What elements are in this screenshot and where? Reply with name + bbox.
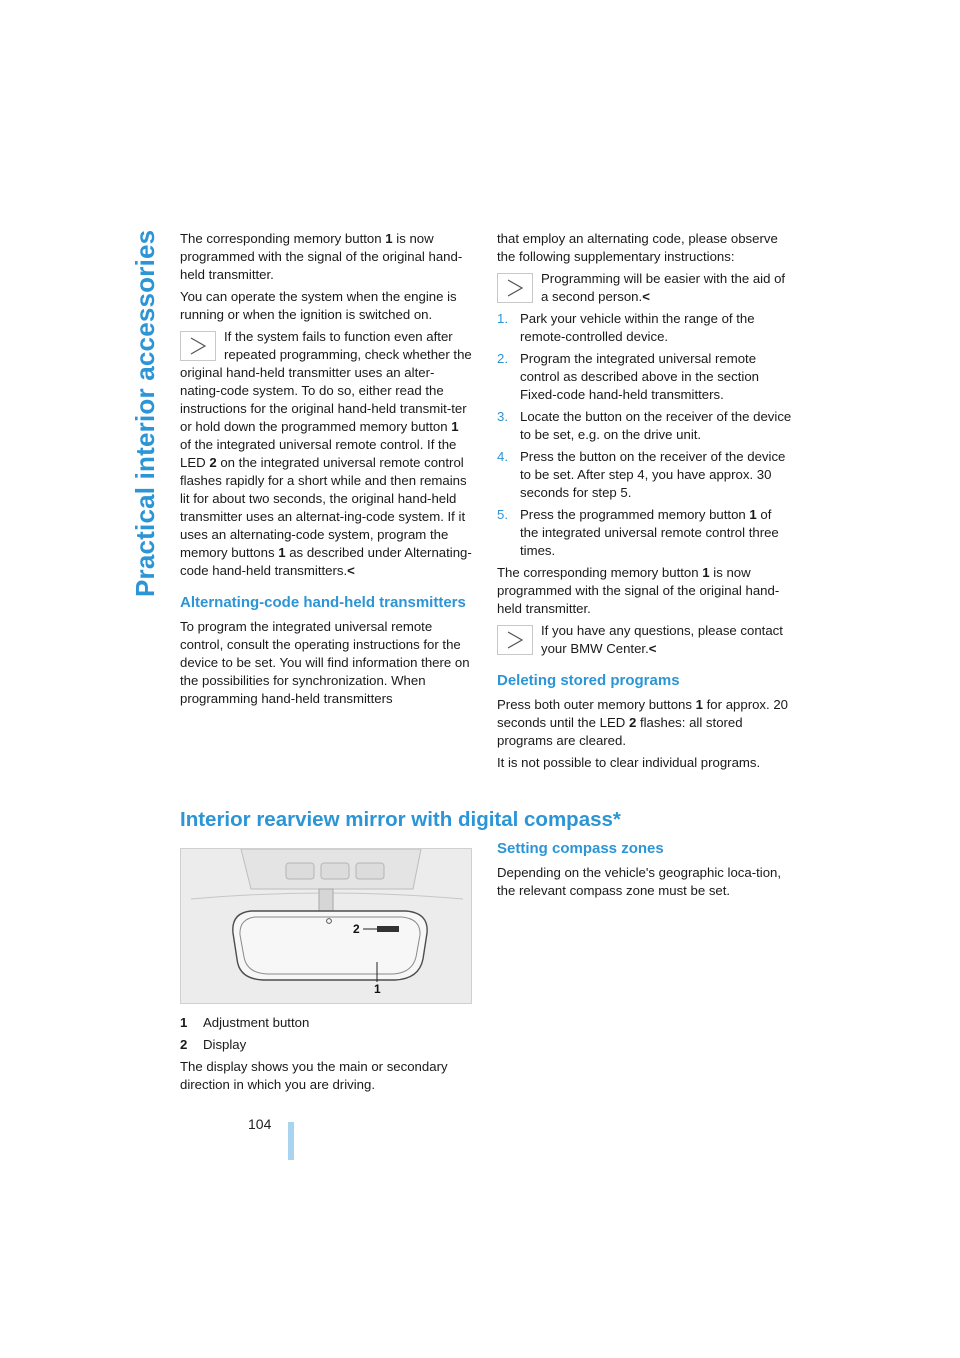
list-item: 5. Press the programmed memory button 1 of the integrated universal remote control three times.	[497, 507, 779, 558]
note-block: If you have any questions, please contact your BMW Center.<	[497, 622, 792, 658]
svg-text:1: 1	[374, 982, 381, 996]
paragraph: The corresponding memory button 1 is now programmed with the signal of the original hand-held transmitter.	[180, 231, 463, 282]
paragraph: Depending on the vehicle's geographic loca-tion, the relevant compass zone must be set.	[497, 865, 782, 898]
list-item: 4. Press the button on the receiver of the device to be set. After step 4, you have approx. 30 seconds for step 5.	[497, 449, 786, 500]
list-item: 3. Locate the button on the receiver of the device to be set, e.g. on the drive unit.	[497, 409, 792, 442]
legend-item: 1 Adjustment button	[180, 1015, 310, 1030]
list-item: 2. Program the integrated universal remote control as described above in the section Fixed-code hand-held transmitters.	[497, 351, 759, 402]
compass-zone-block	[497, 840, 792, 900]
subsection-heading: Setting compass zones	[497, 840, 664, 857]
paragraph: To program the integrated universal remote control, consult the operating instructions for the device to be set. You will find information there on the possibilities for synchronization. When programming hand-held transmitters	[180, 619, 470, 706]
sidebar-section-title: Practical interior accessories	[130, 230, 160, 598]
note-arrow-icon	[497, 273, 533, 303]
svg-text:2: 2	[353, 922, 360, 936]
steps-list	[497, 310, 792, 560]
paragraph: It is not possible to clear individual programs.	[497, 755, 761, 770]
end-mark: <	[347, 563, 355, 578]
section-heading: Interior rearview mirror with digital compass*	[180, 808, 621, 831]
note-block: Programming will be easier with the aid of a second person.<	[497, 270, 792, 306]
figure-legend	[180, 1014, 472, 1094]
note-arrow-icon	[497, 625, 533, 655]
page-number: 104	[248, 1116, 272, 1132]
list-item: 1. Park your vehicle within the range of the remote-controlled device.	[497, 311, 755, 344]
paragraph: The corresponding memory button 1 is now programmed with the signal of the original hand-held transmitter.	[497, 565, 780, 616]
paragraph: Press both outer memory buttons 1 for approx. 20 seconds until the LED 2 flashes: all stored programs are cleared.	[497, 697, 789, 748]
paragraph: that employ an alternating code, please observe the following supplementary instructions:	[497, 231, 778, 264]
end-mark: <	[648, 641, 657, 656]
subsection-heading: Deleting stored programs	[497, 672, 680, 689]
figure-caption: The display shows you the main or secondary direction in which you are driving.	[180, 1059, 448, 1092]
page-marker-bar	[288, 1122, 294, 1160]
paragraph: You can operate the system when the engine is running or when the ignition is switched on.	[180, 289, 457, 322]
mirror-illustration	[180, 848, 472, 1004]
subsection-heading: Alternating-code hand-held transmitters	[180, 594, 466, 611]
note-block: If the system fails to function even after repeated programming, check whether the original hand-held transmitter uses an alter-nating-code system. To do so, either read the instructions for the original hand-held transmit-ter or hold down the programmed memory button 1 of the integrated universal remote control. If the LED 2 on the integrated universal remote control flashes rapidly for a short while and then remains lit for about two seconds, the original hand-held transmitter uses an alternat-ing-code system. If it uses an alternating-code system, program the memory buttons 1 as described under Alternating-code hand-held transmitters.<	[180, 329, 472, 578]
note-arrow-icon	[180, 331, 216, 361]
end-mark: <	[642, 289, 650, 304]
left-column	[180, 230, 472, 712]
legend-item: 2 Display	[180, 1037, 247, 1052]
right-column	[497, 230, 792, 776]
